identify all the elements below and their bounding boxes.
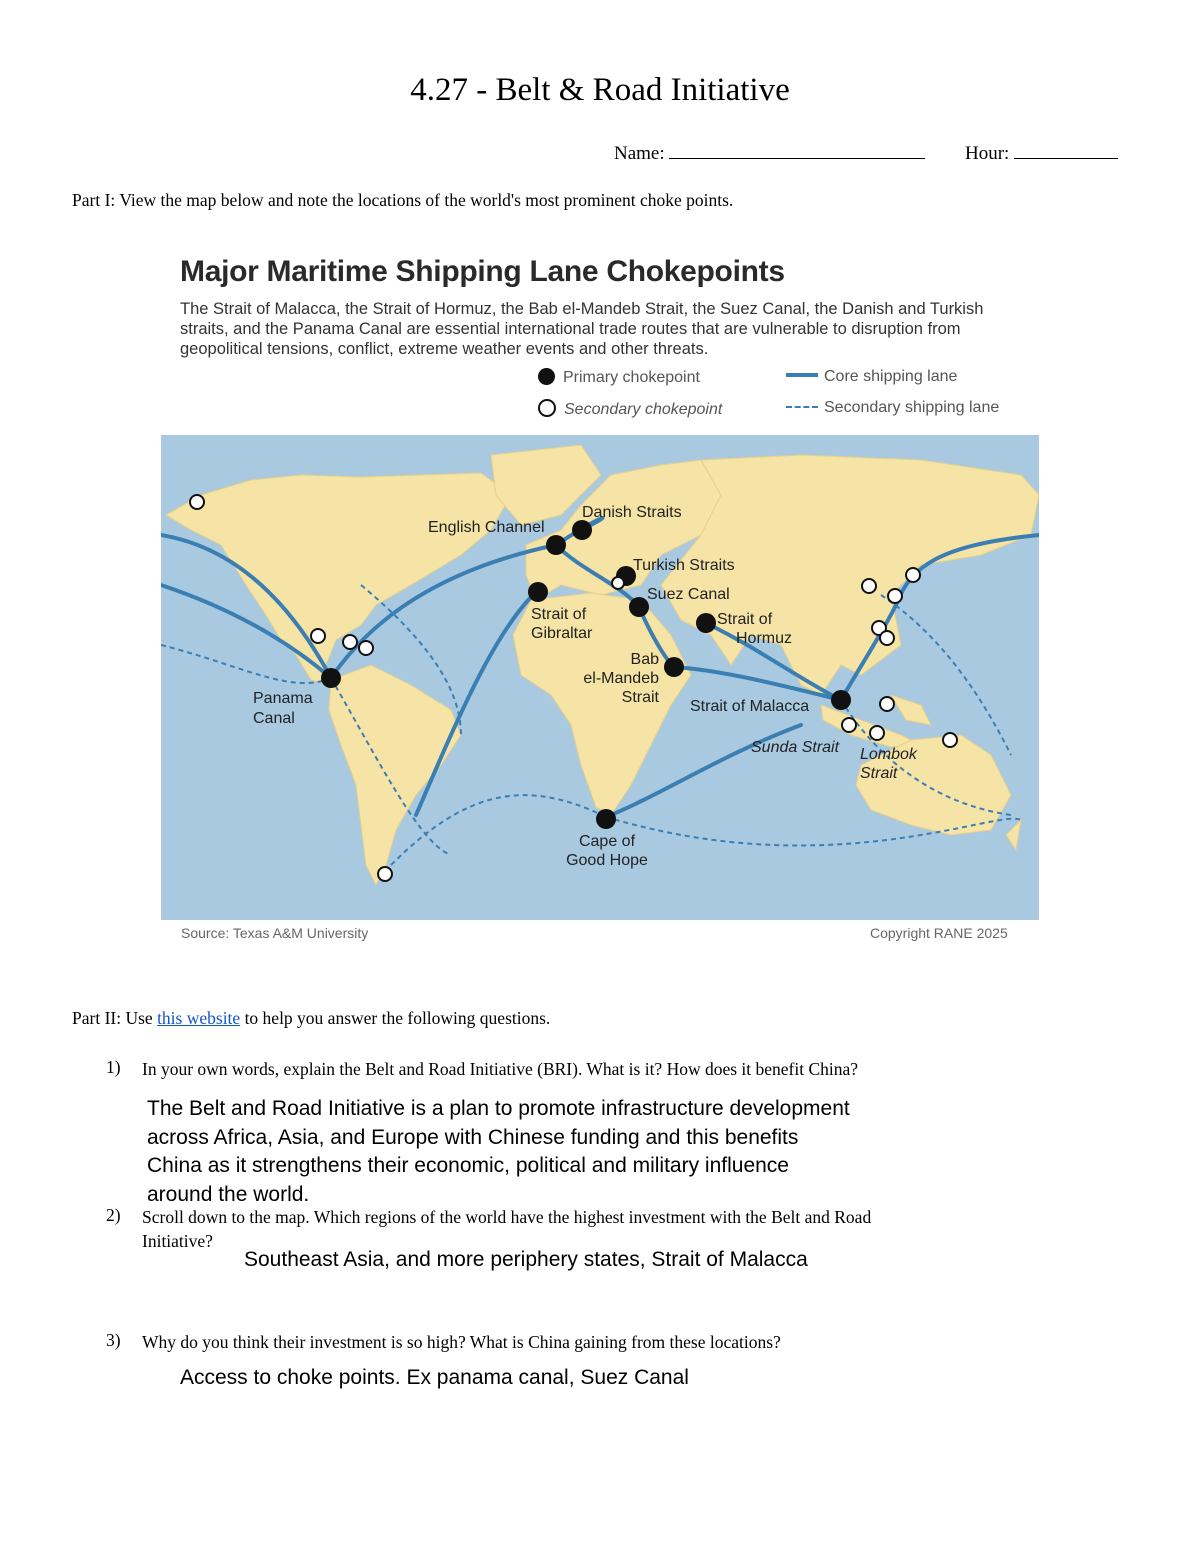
luzon-strait-point <box>880 631 894 645</box>
label-sunda: Sunda Strait <box>751 739 840 756</box>
legend-secondary <box>538 399 722 419</box>
label-english-channel: English Channel <box>428 519 545 536</box>
question-number: 1) <box>106 1057 121 1077</box>
core-lane-icon <box>786 373 818 377</box>
map-copyright: Copyright RANE 2025 <box>870 925 1008 941</box>
legend-secondary-label: Secondary chokepoint <box>564 401 723 418</box>
legend-primary-label: Primary chokepoint <box>563 369 700 386</box>
hour-label: Hour: <box>965 143 1010 164</box>
website-link[interactable]: this website <box>157 1008 241 1028</box>
answer-1[interactable] <box>147 1095 850 1209</box>
bering-strait-point <box>190 495 204 509</box>
tsugaru-strait-point <box>906 568 920 582</box>
secondary-lane-icon <box>786 406 818 408</box>
part2-suffix: to help you answer the following questions. <box>244 1008 551 1028</box>
lombok-strait-point <box>870 726 884 740</box>
legend-secondary-lane <box>786 399 999 417</box>
question-text-line: Scroll down to the map. Which regions of the world have the highest investment with the Belt and Road <box>142 1207 872 1227</box>
world-map <box>161 435 1039 920</box>
malacca-point <box>831 690 851 710</box>
answer-line: The Belt and Road Initiative is a plan to promote infrastructure development <box>147 1097 850 1120</box>
answer-line: China as it strengthens their economic, political and military influence <box>147 1154 789 1177</box>
answer-2[interactable]: Southeast Asia, and more periphery states, Strait of Malacca <box>244 1248 808 1271</box>
label-cape-2: Good Hope <box>566 852 648 869</box>
hour-blank[interactable] <box>1014 140 1118 159</box>
answer-3[interactable]: Access to choke points. Ex panama canal, Suez Canal <box>180 1366 689 1389</box>
danish-straits-point <box>572 520 592 540</box>
legend-core-lane-label: Core shipping lane <box>824 368 958 385</box>
label-panama-2: Canal <box>253 710 295 727</box>
legend-secondary-lane-label: Secondary shipping lane <box>824 399 1000 416</box>
aegean-point <box>612 577 624 589</box>
suez-canal-point <box>629 597 649 617</box>
question-text: Why do you think their investment is so high? What is China gaining from these locations? <box>142 1332 781 1352</box>
question-number: 3) <box>106 1330 121 1350</box>
label-danish-straits: Danish Straits <box>582 504 682 521</box>
part2-instructions <box>72 1008 550 1029</box>
part2-prefix: Part II: Use <box>72 1008 153 1028</box>
label-bab-1: Bab <box>630 651 659 668</box>
label-lombok-2: Strait <box>860 765 898 782</box>
korea-strait-point <box>862 579 876 593</box>
part1-instructions: Part I: View the map below and note the locations of the world's most prominent choke points. <box>72 190 734 210</box>
hormuz-point <box>696 613 716 633</box>
sunda-strait-point <box>842 718 856 732</box>
label-malacca: Strait of Malacca <box>690 698 810 715</box>
question-number: 2) <box>106 1205 121 1225</box>
hour-field-group <box>965 140 1118 165</box>
label-hormuz-1: Strait of <box>717 611 773 628</box>
bab-el-mandeb-point <box>664 657 684 677</box>
map-figure <box>180 255 1020 359</box>
caribbean-point <box>359 641 373 655</box>
legend-core-lane <box>786 368 957 386</box>
label-suez-canal: Suez Canal <box>647 586 730 603</box>
name-blank[interactable] <box>669 140 925 159</box>
japan-strait-point <box>888 589 902 603</box>
caribbean-point <box>311 629 325 643</box>
label-gibraltar-1: Strait of <box>531 606 587 623</box>
label-cape-1: Cape of <box>578 833 636 850</box>
gibraltar-point <box>528 582 548 602</box>
question-text: In your own words, explain the Belt and Road Initiative (BRI). What is it? How does it benefit China? <box>142 1059 859 1079</box>
primary-chokepoint-icon <box>538 368 555 385</box>
answer-line: across Africa, Asia, and Europe with Chinese funding and this benefits <box>147 1125 799 1149</box>
name-field-group <box>614 140 925 165</box>
magellan-strait-point <box>378 867 392 881</box>
label-hormuz-2: Hormuz <box>736 630 793 647</box>
english-channel-point <box>546 535 566 555</box>
makassar-strait-point <box>880 697 894 711</box>
name-label: Name: <box>614 143 665 164</box>
caribbean-point <box>343 635 357 649</box>
label-lombok-1: Lombok <box>860 746 917 763</box>
label-bab-3: Strait <box>621 689 659 706</box>
secondary-chokepoint-icon <box>538 399 556 417</box>
answer-line: around the world. <box>147 1182 310 1206</box>
label-gibraltar-2: Gibraltar <box>531 625 593 642</box>
legend-primary <box>538 368 700 387</box>
question-text-line: Initiative? <box>142 1231 213 1251</box>
label-panama-1: Panama <box>253 690 313 707</box>
map-subtitle: The Strait of Malacca, the Strait of Hormuz, the Bab el-Mandeb Strait, the Suez Canal, the Danish and Turkish straits, and the Panama Canal are essential international trade routes that are vulnerable to disruption from geopolitical tensions, conflict, extreme weather events and other threats. <box>180 300 984 358</box>
page-title: 4.27 - Belt & Road Initiative <box>410 72 790 108</box>
panama-canal-point <box>321 668 341 688</box>
torres-strait-point <box>943 733 957 747</box>
label-bab-2: el-Mandeb <box>583 670 659 687</box>
map-source: Source: Texas A&M University <box>181 925 369 941</box>
cape-good-hope-point <box>596 809 616 829</box>
map-title: Major Maritime Shipping Lane Chokepoints <box>180 255 785 288</box>
label-turkish-straits: Turkish Straits <box>633 557 735 574</box>
